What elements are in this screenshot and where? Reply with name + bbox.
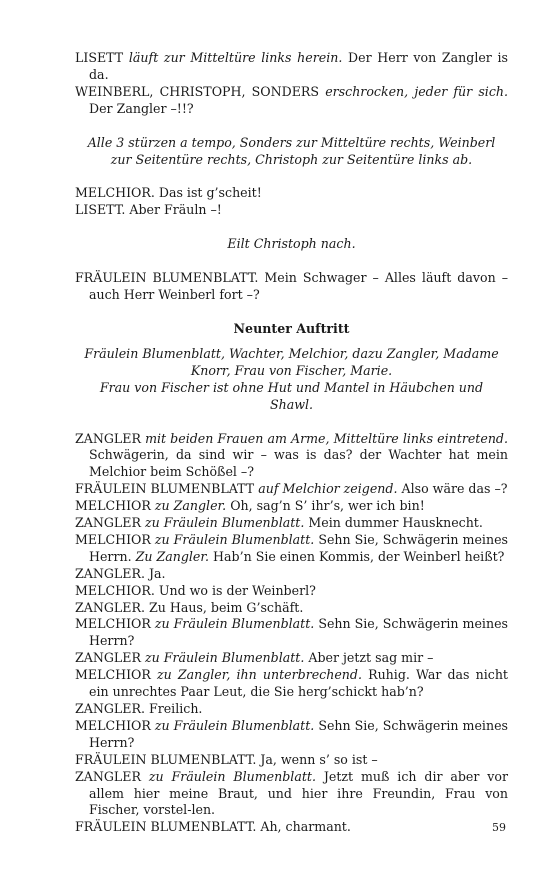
line-zangler-3: ZANGLER. Ja. xyxy=(75,565,166,581)
line-group-shock xyxy=(75,84,508,118)
line-zangler-7 xyxy=(75,769,508,820)
speaker: FRÄULEIN BLUMENBLATT xyxy=(75,481,255,497)
line-zangler-2 xyxy=(75,515,508,532)
stage-direction: zu Fräulein Blumenblatt. xyxy=(148,768,316,784)
stage-direction: zu Fräulein Blumenblatt. xyxy=(144,650,305,666)
line-blumenblatt-3: FRÄULEIN BLUMENBLATT. Ja, wenn s’ so ist – xyxy=(75,751,378,767)
line-melchior-7 xyxy=(75,718,508,752)
page-body xyxy=(75,50,508,836)
speaker: ZANGLER xyxy=(75,650,141,666)
line-melchior-4: MELCHIOR. Und wo is der Weinberl? xyxy=(75,582,316,598)
stage-direction: zu Zangler. xyxy=(154,498,227,514)
stage-direction: zu Fräulein Blumenblatt. xyxy=(144,515,305,531)
line-lisett-2: LISETT. Aber Fräuln –! xyxy=(75,202,222,218)
cast-note: Frau von Fischer ist ohne Hut und Mantel in Häubchen und Shawl. xyxy=(99,379,484,412)
line-melchior-3 xyxy=(75,532,508,566)
line-zangler-4: ZANGLER. Zu Haus, beim G’schäft. xyxy=(75,599,304,615)
line-zangler-1 xyxy=(75,431,508,482)
line-blumenblatt-1: FRÄULEIN BLUMENBLATT. Mein Schwager – Alles läuft davon – auch Herr Weinberl fort –? xyxy=(75,270,508,303)
stage-direction: zu Fräulein Blumenblatt. xyxy=(154,531,315,547)
dialogue: Also wäre das –? xyxy=(397,481,508,497)
line-blumenblatt-4: FRÄULEIN BLUMENBLATT. Ah, charmant. xyxy=(75,819,351,835)
dialogue: Der Zangler –!!? xyxy=(89,100,194,116)
dialogue: Mein dummer Hausknecht. xyxy=(304,515,483,531)
line-lisett-enters xyxy=(75,50,508,84)
dialogue: Sehn Sie, Schwägerin meines Herrn? xyxy=(89,717,508,750)
speaker: MELCHIOR xyxy=(75,531,151,547)
dialogue: Aber jetzt sag mir – xyxy=(304,650,434,666)
stage-direction: läuft zur Mitteltüre links herein. xyxy=(128,50,343,65)
dialogue: Schwägerin, da sind wir – was is das? der Wachter hat mein Melchior beim Schößel –? xyxy=(89,447,508,480)
stage-direction-exit: Alle 3 stürzen a tempo, Sonders zur Mitteltüre rechts, Weinberl zur Seitentüre rechts, Christoph zur Seitentüre links ab. xyxy=(87,134,496,167)
line-zangler-5 xyxy=(75,650,508,667)
speaker: MELCHIOR xyxy=(75,667,151,683)
line-melchior-6 xyxy=(75,667,508,701)
stage-direction: zu Fräulein Blumenblatt. xyxy=(154,717,315,733)
speaker: WEINBERL, CHRISTOPH, SONDERS xyxy=(75,83,320,99)
speaker: ZANGLER xyxy=(75,430,141,446)
line-melchior-2 xyxy=(75,498,508,515)
scene-heading: Neunter Auftritt xyxy=(233,320,350,336)
stage-direction-eilt: Eilt Christoph nach. xyxy=(227,236,356,252)
stage-direction: mit beiden Frauen am Arme, Mitteltüre links eintretend. xyxy=(145,430,508,446)
cast-list: Fräulein Blumenblatt, Wachter, Melchior, dazu Zangler, Madame Knorr, Frau von Fischer, Marie. xyxy=(84,345,499,378)
speaker: MELCHIOR xyxy=(75,616,151,632)
stage-direction: Zu Zangler. xyxy=(135,548,210,564)
speaker: ZANGLER xyxy=(75,768,141,784)
line-melchior-5 xyxy=(75,616,508,650)
speaker: ZANGLER xyxy=(75,515,141,531)
dialogue: Jetzt muß ich dir aber vor allem hier meine Braut, und hier ihre Freundin, Frau von Fischer, vorstel-len. xyxy=(89,768,508,818)
dialogue: Sehn Sie, Schwägerin meines Herrn. xyxy=(89,531,508,564)
stage-direction: zu Fräulein Blumenblatt. xyxy=(154,616,315,632)
speaker: MELCHIOR xyxy=(75,498,151,514)
stage-direction: zu Zangler, ihn unterbrechend. xyxy=(156,667,362,683)
line-zangler-6: ZANGLER. Freilich. xyxy=(75,701,203,716)
dialogue: Ruhig. War das nicht ein unrechtes Paar Leut, die Sie herg’schickt hab’n? xyxy=(89,667,508,700)
page-number: 59 xyxy=(492,821,506,834)
dialogue: Der Herr von Zangler is da. xyxy=(89,50,508,82)
line-melchior-1: MELCHIOR. Das ist g’scheit! xyxy=(75,185,262,201)
dialogue: Oh, sag’n S’ ihr’s, wer ich bin! xyxy=(226,498,425,514)
dialogue: Sehn Sie, Schwägerin meines Herrn? xyxy=(89,616,508,649)
speaker: LISETT xyxy=(75,50,124,65)
stage-direction: auf Melchior zeigend. xyxy=(258,481,398,497)
speaker: MELCHIOR xyxy=(75,717,151,733)
dialogue: Hab’n Sie einen Kommis, der Weinberl heißt? xyxy=(209,548,505,564)
line-blumenblatt-2 xyxy=(75,481,508,498)
stage-direction: erschrocken, jeder für sich. xyxy=(325,83,508,99)
